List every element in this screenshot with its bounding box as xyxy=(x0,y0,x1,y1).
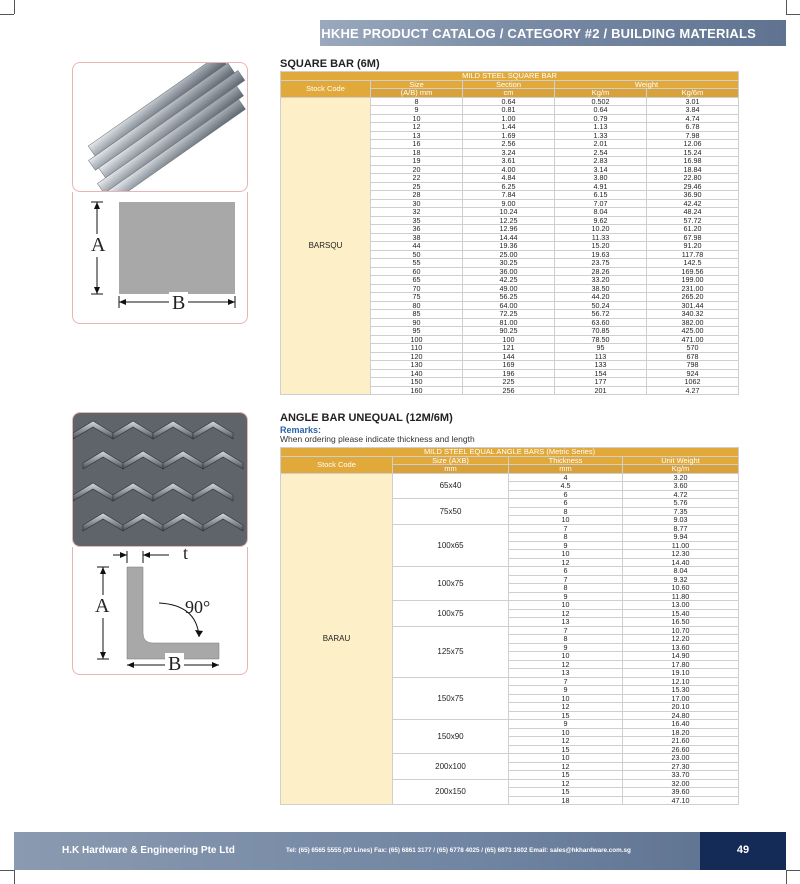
thickness-cell: 8 xyxy=(509,635,623,644)
thickness-cell: 9 xyxy=(509,643,623,652)
table-cell: 44 xyxy=(371,242,463,251)
weight-cell: 19.10 xyxy=(623,669,739,678)
angle-bar-table xyxy=(280,447,739,805)
weight-cell: 26.60 xyxy=(623,745,739,754)
table-cell: 42.25 xyxy=(463,276,555,285)
table-cell: 38 xyxy=(371,233,463,242)
angle-bar-diagram xyxy=(72,547,248,675)
thickness-cell: 10 xyxy=(509,728,623,737)
sub-section: cm xyxy=(463,89,555,98)
col-section: Section xyxy=(463,80,555,89)
table-cell: 6.78 xyxy=(647,123,739,132)
table-title: MILD STEEL SQUARE BAR xyxy=(281,72,739,81)
weight-cell: 47.10 xyxy=(623,796,739,805)
crop-mark xyxy=(786,870,800,871)
thickness-cell: 15 xyxy=(509,771,623,780)
table-cell: 12.96 xyxy=(463,225,555,234)
table-cell: 10.20 xyxy=(555,225,647,234)
col-unit-weight: Unit Weight xyxy=(623,456,739,465)
table-cell: 36 xyxy=(371,225,463,234)
thickness-cell: 18 xyxy=(509,796,623,805)
table-cell: 9.62 xyxy=(555,216,647,225)
weight-cell: 16.40 xyxy=(623,720,739,729)
thickness-cell: 15 xyxy=(509,745,623,754)
table-cell: 80 xyxy=(371,301,463,310)
weight-cell: 24.80 xyxy=(623,711,739,720)
table-cell: 4.74 xyxy=(647,114,739,123)
sub-thickness: mm xyxy=(509,465,623,474)
table-cell: 11.33 xyxy=(555,233,647,242)
table-title: MILD STEEL EQUAL ANGLE BARS (Metric Series) xyxy=(281,448,739,457)
crop-mark xyxy=(14,870,15,884)
thickness-cell: 4.5 xyxy=(509,482,623,491)
table-cell: 25.00 xyxy=(463,250,555,259)
table-cell: 64.00 xyxy=(463,301,555,310)
table-cell: 0.79 xyxy=(555,114,647,123)
weight-cell: 15.40 xyxy=(623,609,739,618)
table-cell: 110 xyxy=(371,344,463,353)
weight-cell: 10.60 xyxy=(623,584,739,593)
weight-cell: 12.20 xyxy=(623,635,739,644)
diagram-label-b: B xyxy=(165,653,184,675)
table-cell: 8.04 xyxy=(555,208,647,217)
table-cell: 12 xyxy=(371,123,463,132)
table-cell: 1062 xyxy=(647,378,739,387)
table-cell: 199.00 xyxy=(647,276,739,285)
weight-cell: 16.50 xyxy=(623,618,739,627)
table-cell: 142.5 xyxy=(647,259,739,268)
thickness-cell: 10 xyxy=(509,652,623,661)
table-cell: 16.98 xyxy=(647,157,739,166)
crop-mark xyxy=(786,14,800,15)
table-cell: 8 xyxy=(371,97,463,106)
thickness-cell: 9 xyxy=(509,720,623,729)
thickness-cell: 7 xyxy=(509,575,623,584)
size-cell: 150x75 xyxy=(393,677,509,720)
stock-code-cell: BARSQU xyxy=(281,97,371,395)
table-cell: 72.25 xyxy=(463,310,555,319)
table-cell: 1.13 xyxy=(555,123,647,132)
table-cell: 1.44 xyxy=(463,123,555,132)
table-cell: 2.01 xyxy=(555,140,647,149)
size-cell: 200x150 xyxy=(393,779,509,805)
thickness-cell: 15 xyxy=(509,788,623,797)
thickness-cell: 6 xyxy=(509,567,623,576)
table-cell: 1.69 xyxy=(463,131,555,140)
weight-cell: 14.40 xyxy=(623,558,739,567)
table-cell: 382.00 xyxy=(647,318,739,327)
table-cell: 3.61 xyxy=(463,157,555,166)
table-cell: 28.26 xyxy=(555,267,647,276)
col-stock-code: Stock Code xyxy=(281,456,393,473)
table-cell: 130 xyxy=(371,361,463,370)
diagram-label-a: A xyxy=(91,234,106,256)
weight-cell: 9.03 xyxy=(623,516,739,525)
table-cell: 29.46 xyxy=(647,182,739,191)
size-cell: 100x75 xyxy=(393,601,509,627)
diagram-label-angle: 90° xyxy=(185,597,211,617)
thickness-cell: 9 xyxy=(509,592,623,601)
table-cell: 3.14 xyxy=(555,165,647,174)
thickness-cell: 6 xyxy=(509,499,623,508)
table-cell: 85 xyxy=(371,310,463,319)
table-cell: 13 xyxy=(371,131,463,140)
table-cell: 14.44 xyxy=(463,233,555,242)
weight-cell: 3.20 xyxy=(623,473,739,482)
table-cell: 50.24 xyxy=(555,301,647,310)
thickness-cell: 10 xyxy=(509,754,623,763)
table-cell: 81.00 xyxy=(463,318,555,327)
table-cell: 61.20 xyxy=(647,225,739,234)
table-cell: 6.25 xyxy=(463,182,555,191)
weight-cell: 10.70 xyxy=(623,626,739,635)
weight-cell: 11.00 xyxy=(623,541,739,550)
square-bar-title: SQUARE BAR (6M) xyxy=(280,58,380,70)
square-bar-photo xyxy=(72,62,248,192)
size-cell: 100x65 xyxy=(393,524,509,567)
table-cell: 91.20 xyxy=(647,242,739,251)
table-cell: 144 xyxy=(463,352,555,361)
table-cell: 425.00 xyxy=(647,327,739,336)
table-cell: 70.85 xyxy=(555,327,647,336)
weight-cell: 8.04 xyxy=(623,567,739,576)
table-cell: 65 xyxy=(371,276,463,285)
col-size: Size xyxy=(371,80,463,89)
size-cell: 75x50 xyxy=(393,499,509,525)
table-cell: 924 xyxy=(647,369,739,378)
table-cell: 265.20 xyxy=(647,293,739,302)
thickness-cell: 7 xyxy=(509,677,623,686)
table-cell: 22.80 xyxy=(647,174,739,183)
table-cell: 0.64 xyxy=(555,106,647,115)
thickness-cell: 12 xyxy=(509,609,623,618)
thickness-cell: 7 xyxy=(509,626,623,635)
table-cell: 7.84 xyxy=(463,191,555,200)
table-cell: 1.33 xyxy=(555,131,647,140)
table-cell: 60 xyxy=(371,267,463,276)
sub-kgm: Kg/m xyxy=(555,89,647,98)
thickness-cell: 10 xyxy=(509,694,623,703)
weight-cell: 33.70 xyxy=(623,771,739,780)
table-cell: 3.84 xyxy=(647,106,739,115)
thickness-cell: 8 xyxy=(509,507,623,516)
table-cell: 256 xyxy=(463,386,555,395)
table-cell: 4.27 xyxy=(647,386,739,395)
table-cell: 10 xyxy=(371,114,463,123)
table-cell: 150 xyxy=(371,378,463,387)
table-cell: 3.01 xyxy=(647,97,739,106)
table-cell: 22 xyxy=(371,174,463,183)
table-cell: 38.50 xyxy=(555,284,647,293)
weight-cell: 13.60 xyxy=(623,643,739,652)
table-cell: 44.20 xyxy=(555,293,647,302)
weight-cell: 20.10 xyxy=(623,703,739,712)
thickness-cell: 10 xyxy=(509,516,623,525)
table-cell: 2.56 xyxy=(463,140,555,149)
table-cell: 9 xyxy=(371,106,463,115)
table-cell: 169 xyxy=(463,361,555,370)
table-cell: 0.81 xyxy=(463,106,555,115)
table-cell: 3.24 xyxy=(463,148,555,157)
weight-cell: 13.00 xyxy=(623,601,739,610)
table-cell: 18.84 xyxy=(647,165,739,174)
table-cell: 20 xyxy=(371,165,463,174)
sub-kg6m: Kg/6m xyxy=(647,89,739,98)
table-cell: 30 xyxy=(371,199,463,208)
table-cell: 25 xyxy=(371,182,463,191)
table-cell: 30.25 xyxy=(463,259,555,268)
thickness-cell: 9 xyxy=(509,686,623,695)
table-cell: 120 xyxy=(371,352,463,361)
table-cell: 3.80 xyxy=(555,174,647,183)
weight-cell: 21.60 xyxy=(623,737,739,746)
square-bar-diagram xyxy=(72,192,248,324)
remarks-text: When ordering please indicate thickness and length xyxy=(280,434,475,444)
table-cell: 117.78 xyxy=(647,250,739,259)
company-name: H.K Hardware & Engineering Pte Ltd xyxy=(62,845,235,856)
sub-size: mm xyxy=(393,465,509,474)
thickness-cell: 9 xyxy=(509,541,623,550)
table-cell: 570 xyxy=(647,344,739,353)
table-cell: 4.91 xyxy=(555,182,647,191)
table-cell: 4.84 xyxy=(463,174,555,183)
table-cell: 231.00 xyxy=(647,284,739,293)
table-cell: 19 xyxy=(371,157,463,166)
table-cell: 160 xyxy=(371,386,463,395)
crop-mark xyxy=(786,870,787,884)
stock-code-cell: BARAU xyxy=(281,473,393,805)
table-cell: 12.06 xyxy=(647,140,739,149)
table-cell: 678 xyxy=(647,352,739,361)
table-cell: 301.44 xyxy=(647,301,739,310)
table-cell: 49.00 xyxy=(463,284,555,293)
table-cell: 33.20 xyxy=(555,276,647,285)
table-cell: 36.90 xyxy=(647,191,739,200)
table-cell: 19.36 xyxy=(463,242,555,251)
table-cell: 75 xyxy=(371,293,463,302)
weight-cell: 17.00 xyxy=(623,694,739,703)
table-cell: 50 xyxy=(371,250,463,259)
table-cell: 56.25 xyxy=(463,293,555,302)
weight-cell: 3.60 xyxy=(623,482,739,491)
table-cell: 90.25 xyxy=(463,327,555,336)
contact-info: Tel: (65) 6565 5555 (30 Lines) Fax: (65) 6861 3177 / (65) 6778 4025 / (65) 6873 1602 Email: sales@hkhardware.com.sg xyxy=(286,847,631,854)
thickness-cell: 12 xyxy=(509,762,623,771)
weight-cell: 5.76 xyxy=(623,499,739,508)
thickness-cell: 12 xyxy=(509,703,623,712)
thickness-cell: 15 xyxy=(509,711,623,720)
table-cell: 28 xyxy=(371,191,463,200)
table-cell: 6.15 xyxy=(555,191,647,200)
weight-cell: 7.35 xyxy=(623,507,739,516)
table-cell: 12.25 xyxy=(463,216,555,225)
table-cell: 225 xyxy=(463,378,555,387)
table-cell: 19.63 xyxy=(555,250,647,259)
weight-cell: 12.30 xyxy=(623,550,739,559)
thickness-cell: 8 xyxy=(509,533,623,542)
size-cell: 65x40 xyxy=(393,473,509,499)
table-cell: 55 xyxy=(371,259,463,268)
weight-cell: 4.72 xyxy=(623,490,739,499)
weight-cell: 18.20 xyxy=(623,728,739,737)
table-cell: 798 xyxy=(647,361,739,370)
weight-cell: 12.10 xyxy=(623,677,739,686)
col-stock-code: Stock Code xyxy=(281,80,371,97)
table-cell: 201 xyxy=(555,386,647,395)
table-cell: 0.502 xyxy=(555,97,647,106)
page-number: 49 xyxy=(700,832,786,870)
table-cell: 4.00 xyxy=(463,165,555,174)
table-cell: 154 xyxy=(555,369,647,378)
sub-weight: Kg/m xyxy=(623,465,739,474)
table-cell: 100 xyxy=(371,335,463,344)
thickness-cell: 6 xyxy=(509,490,623,499)
table-cell: 196 xyxy=(463,369,555,378)
table-cell: 70 xyxy=(371,284,463,293)
thickness-cell: 10 xyxy=(509,601,623,610)
table-cell: 42.42 xyxy=(647,199,739,208)
size-cell: 100x75 xyxy=(393,567,509,601)
weight-cell: 9.94 xyxy=(623,533,739,542)
sub-size: (A/B) mm xyxy=(371,89,463,98)
thickness-cell: 12 xyxy=(509,558,623,567)
diagram-label-b: B xyxy=(169,292,188,315)
table-cell: 100 xyxy=(463,335,555,344)
table-cell: 67.98 xyxy=(647,233,739,242)
angle-bar-title: ANGLE BAR UNEQUAL (12M/6M) xyxy=(280,412,453,424)
table-cell: 78.50 xyxy=(555,335,647,344)
table-cell: 2.54 xyxy=(555,148,647,157)
page-footer xyxy=(14,832,786,870)
crop-mark xyxy=(0,870,14,871)
table-cell: 169.56 xyxy=(647,267,739,276)
table-cell: 36.00 xyxy=(463,267,555,276)
catalog-header-banner: HKHE PRODUCT CATALOG / CATEGORY #2 / BUILDING MATERIALS xyxy=(320,20,786,46)
weight-cell: 39.60 xyxy=(623,788,739,797)
angle-bar-photo xyxy=(72,412,248,547)
table-cell: 35 xyxy=(371,216,463,225)
table-cell: 121 xyxy=(463,344,555,353)
square-bar-table xyxy=(280,71,739,395)
table-cell: 7.98 xyxy=(647,131,739,140)
table-cell: 48.24 xyxy=(647,208,739,217)
weight-cell: 17.80 xyxy=(623,660,739,669)
table-cell: 7.07 xyxy=(555,199,647,208)
remarks-title: Remarks: xyxy=(280,425,322,435)
thickness-cell: 13 xyxy=(509,669,623,678)
weight-cell: 8.77 xyxy=(623,524,739,533)
table-cell: 16 xyxy=(371,140,463,149)
thickness-cell: 12 xyxy=(509,660,623,669)
table-cell: 18 xyxy=(371,148,463,157)
thickness-cell: 12 xyxy=(509,779,623,788)
table-cell: 90 xyxy=(371,318,463,327)
table-cell: 133 xyxy=(555,361,647,370)
col-size: Size (AXB) xyxy=(393,456,509,465)
table-cell: 140 xyxy=(371,369,463,378)
thickness-cell: 8 xyxy=(509,584,623,593)
crop-mark xyxy=(0,14,14,15)
crop-mark xyxy=(786,0,787,14)
table-cell: 9.00 xyxy=(463,199,555,208)
table-cell: 113 xyxy=(555,352,647,361)
table-cell: 15.20 xyxy=(555,242,647,251)
thickness-cell: 10 xyxy=(509,550,623,559)
table-cell: 15.24 xyxy=(647,148,739,157)
table-cell: 95 xyxy=(555,344,647,353)
weight-cell: 14.90 xyxy=(623,652,739,661)
weight-cell: 11.80 xyxy=(623,592,739,601)
size-cell: 150x90 xyxy=(393,720,509,754)
weight-cell: 32.00 xyxy=(623,779,739,788)
table-cell: 32 xyxy=(371,208,463,217)
weight-cell: 15.30 xyxy=(623,686,739,695)
table-cell: 10.24 xyxy=(463,208,555,217)
size-cell: 125x75 xyxy=(393,626,509,677)
table-cell: 2.83 xyxy=(555,157,647,166)
table-cell: 1.00 xyxy=(463,114,555,123)
weight-cell: 27.30 xyxy=(623,762,739,771)
table-cell: 57.72 xyxy=(647,216,739,225)
thickness-cell: 13 xyxy=(509,618,623,627)
diagram-label-t: t xyxy=(183,547,189,563)
weight-cell: 9.32 xyxy=(623,575,739,584)
table-row xyxy=(281,473,739,482)
table-cell: 471.00 xyxy=(647,335,739,344)
table-cell: 56.72 xyxy=(555,310,647,319)
thickness-cell: 7 xyxy=(509,524,623,533)
table-cell: 95 xyxy=(371,327,463,336)
col-thickness: Thickness xyxy=(509,456,623,465)
size-cell: 200x100 xyxy=(393,754,509,780)
table-cell: 23.75 xyxy=(555,259,647,268)
diagram-label-a: A xyxy=(95,595,110,617)
thickness-cell: 4 xyxy=(509,473,623,482)
table-cell: 340.32 xyxy=(647,310,739,319)
table-cell: 0.64 xyxy=(463,97,555,106)
thickness-cell: 12 xyxy=(509,737,623,746)
table-cell: 177 xyxy=(555,378,647,387)
table-cell: 63.60 xyxy=(555,318,647,327)
crop-mark xyxy=(14,0,15,14)
weight-cell: 23.00 xyxy=(623,754,739,763)
col-weight: Weight xyxy=(555,80,739,89)
